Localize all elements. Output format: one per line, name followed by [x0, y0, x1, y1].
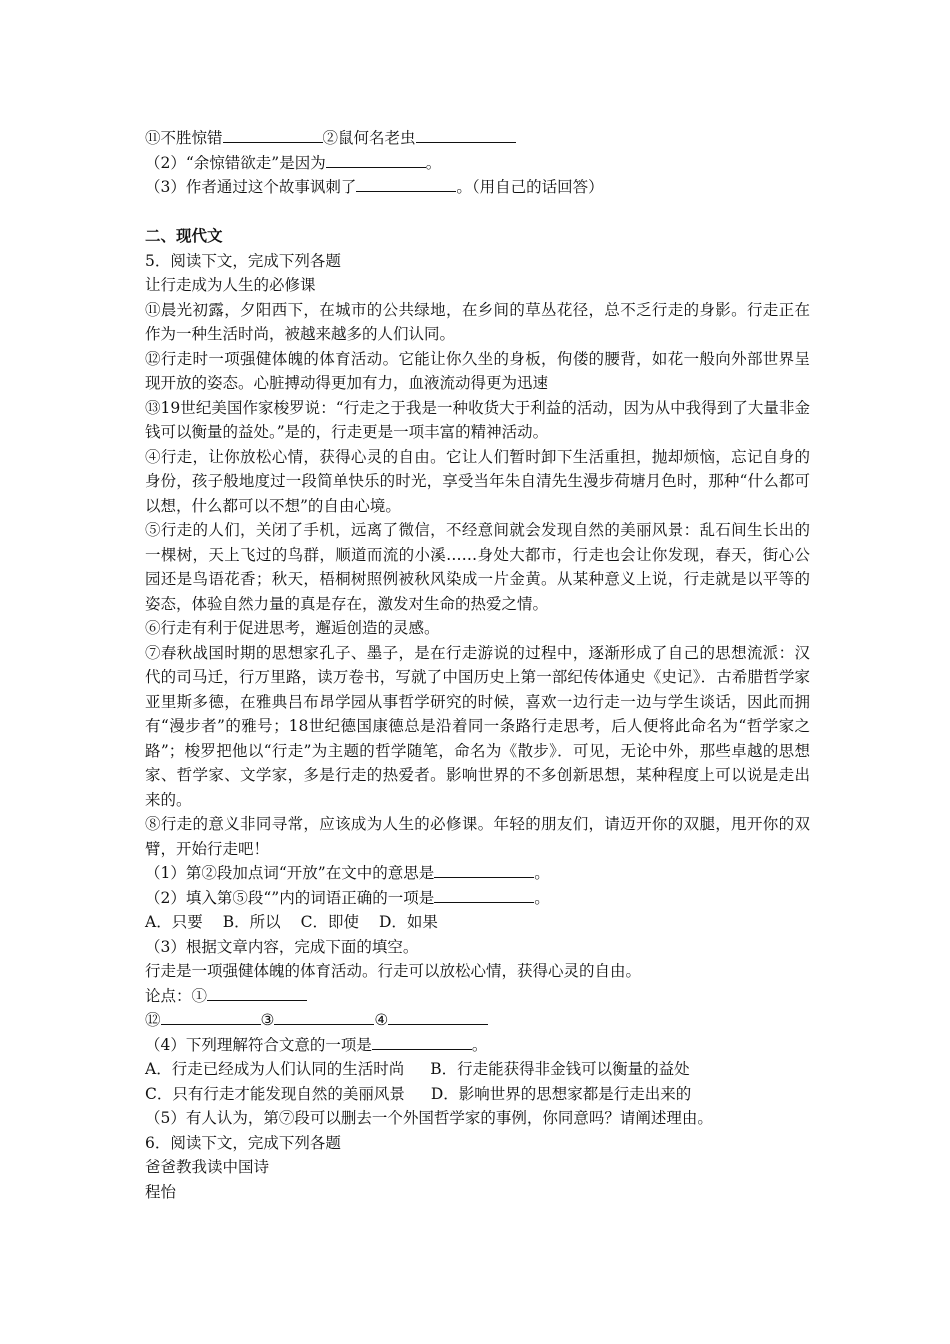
question-text: （1）第②段加点词“开放”在文中的意思是 — [145, 864, 435, 882]
article-title: 爸爸教我读中国诗 — [145, 1158, 270, 1176]
question-suffix: 。 — [534, 888, 550, 907]
question-intro: 6．阅读下文，完成下列各题 — [145, 1133, 341, 1152]
blank-marker-3: ③ — [260, 1011, 275, 1029]
article-paragraph: ⑥行走有利于促进思考，邂逅创造的灵感。 — [145, 619, 440, 637]
answer-blank[interactable] — [223, 126, 323, 143]
answer-blank[interactable] — [326, 151, 426, 168]
question-5: （5）有人认为，第⑦段可以删去一个外国哲学家的事例，你同意吗？请阐述理由。 — [145, 1109, 713, 1127]
question-suffix: 。（用自己的话回答） — [456, 178, 604, 196]
option-d[interactable]: D．影响世界的思想家都是行走出来的 — [430, 1084, 692, 1103]
option-b[interactable]: B．所以 — [222, 913, 281, 931]
option-b[interactable]: B．行走能获得非金钱可以衡量的益处 — [430, 1060, 690, 1078]
answer-blank[interactable] — [416, 126, 516, 143]
question-3-lundian — [145, 984, 810, 1009]
article-paragraph: ④行走，让你放松心情，获得心灵的自由。它让人们暂时卸下生活重担，抛却烦恼，忘记自身的身份，孩子般地度过一段简单快乐的时光，享受当年朱自清先生漫步荷塘月色时，那种“什么都可以想，什么都可以不想”的自由心境。 — [145, 447, 810, 515]
question-line-2 — [145, 151, 810, 176]
question-suffix: 。 — [471, 1035, 488, 1054]
article-author: 程怡 — [145, 1182, 177, 1201]
question-text: （3）作者通过这个故事讽刺了 — [145, 178, 357, 196]
question-2 — [145, 886, 810, 911]
article-paragraph: ⑬19世纪美国作家梭罗说：“行走之于我是一种收货大于利益的活动，因为从中我得到了大量非金钱可以衡量的益处。”是的，行走更是一项丰富的精神活动。 — [145, 398, 810, 441]
question-4 — [145, 1033, 810, 1058]
question-4-options-row1 — [145, 1057, 810, 1082]
answer-blank[interactable] — [356, 175, 456, 192]
question-3: （3）根据文章内容，完成下面的填空。 — [145, 937, 419, 956]
question-4-options-row2 — [145, 1082, 810, 1107]
article-paragraph: ⑦春秋战国时期的思想家孔子、墨子，是在行走游说的过程中，逐渐形成了自己的思想流派：汉代的司马迁，行万里路，读万卷书，写就了中国历史上第一部纪传体通史《史记》．古希腊哲学家亚里斯多德，在雅典吕布昂学园从事哲学研究的时候，喜欢一边行走一边与学生谈话，因此而拥有“漫步者”的雅号；18世纪德国康德总是沿着同一条路行走思考，后人便将此命名为“哲学家之路”；梭罗把他以“行走”为主题的哲学随笔，命名为《散步》．可见，无论中外，那些卓越的思想家、哲学家、文学家，多是行走的热爱者。影响世界的不多创新思想，某种程度上可以说是走出来的。 — [145, 643, 810, 809]
answer-blank[interactable] — [274, 1008, 374, 1025]
question-1 — [145, 861, 810, 886]
answer-blank[interactable] — [372, 1033, 472, 1050]
question-text: （2）填入第⑤段“”内的词语正确的一项是 — [145, 888, 435, 907]
document-content — [145, 126, 810, 1204]
answer-blank[interactable] — [434, 886, 534, 903]
question-text: （2）“余惊错欲走”是因为 — [145, 153, 326, 172]
vocab-item-2: ②鼠何名老虫 — [322, 129, 416, 147]
answer-blank[interactable] — [207, 984, 307, 1001]
question-line-vocab — [145, 126, 810, 151]
option-a[interactable]: A．只要 — [145, 913, 203, 931]
article-title: 让行走成为人生的必修课 — [145, 276, 316, 294]
question-intro: 5．阅读下文，完成下列各题 — [145, 251, 341, 270]
answer-blank[interactable] — [434, 861, 534, 878]
article-paragraph: ⑫行走时一项强健体魄的体育活动。它能让你久坐的身板，佝偻的腰背，如花一般向外部世界呈现开放的姿态。心脏搏动得更加有力，血液流动得更为迅速 — [145, 349, 810, 392]
question-text: （4）下列理解符合文意的一项是 — [145, 1035, 372, 1054]
lundian-label: 论点：① — [145, 986, 208, 1005]
option-a[interactable]: A．行走已经成为人们认同的生活时尚 — [145, 1060, 405, 1078]
option-c[interactable]: C．即使 — [300, 913, 359, 931]
question-suffix: 。 — [534, 864, 550, 882]
question-3-text: 行走是一项强健体魄的体育活动。行走可以放松心情，获得心灵的自由。 — [145, 962, 642, 980]
section-heading: 二、现代文 — [145, 226, 223, 245]
question-2-options — [145, 910, 810, 935]
question-suffix: 。 — [425, 153, 442, 172]
article-paragraph: ⑧行走的意义非同寻常，应该成为人生的必修课。年轻的朋友们，请迈开你的双腿，甩开你的双臂，开始行走吧！ — [145, 815, 810, 858]
article-paragraph: ⑪晨光初露，夕阳西下，在城市的公共绿地，在乡间的草丛花径，总不乏行走的身影。行走正在作为一种生活时尚，被越来越多的人们认同。 — [145, 300, 810, 343]
article-paragraph: ⑤行走的人们，关闭了手机，远离了微信，不经意间就会发现自然的美丽风景：乱石间生长出的一棵树，天上飞过的鸟群，顺道而流的小溪……身处大都市，行走也会让你发现，春天，街心公园还是鸟语花香；秋天，梧桐树照例被秋风染成一片金黄。从某种意义上说，行走就是以平等的姿态，体验自然力量的真是存在，激发对生命的热爱之情。 — [145, 521, 810, 613]
blank-marker-4: ④ — [374, 1011, 389, 1029]
question-3-blanks — [145, 1008, 810, 1033]
answer-blank[interactable] — [388, 1008, 488, 1025]
answer-blank[interactable] — [161, 1008, 261, 1025]
vocab-item-1: ⑪不胜惊错 — [145, 129, 223, 147]
option-d[interactable]: D．如果 — [378, 913, 438, 931]
blank-marker-2: ⑫ — [145, 1011, 161, 1029]
question-line-3 — [145, 175, 810, 200]
option-c[interactable]: C．只有行走才能发现自然的美丽风景 — [145, 1084, 405, 1103]
spacer — [145, 200, 810, 225]
